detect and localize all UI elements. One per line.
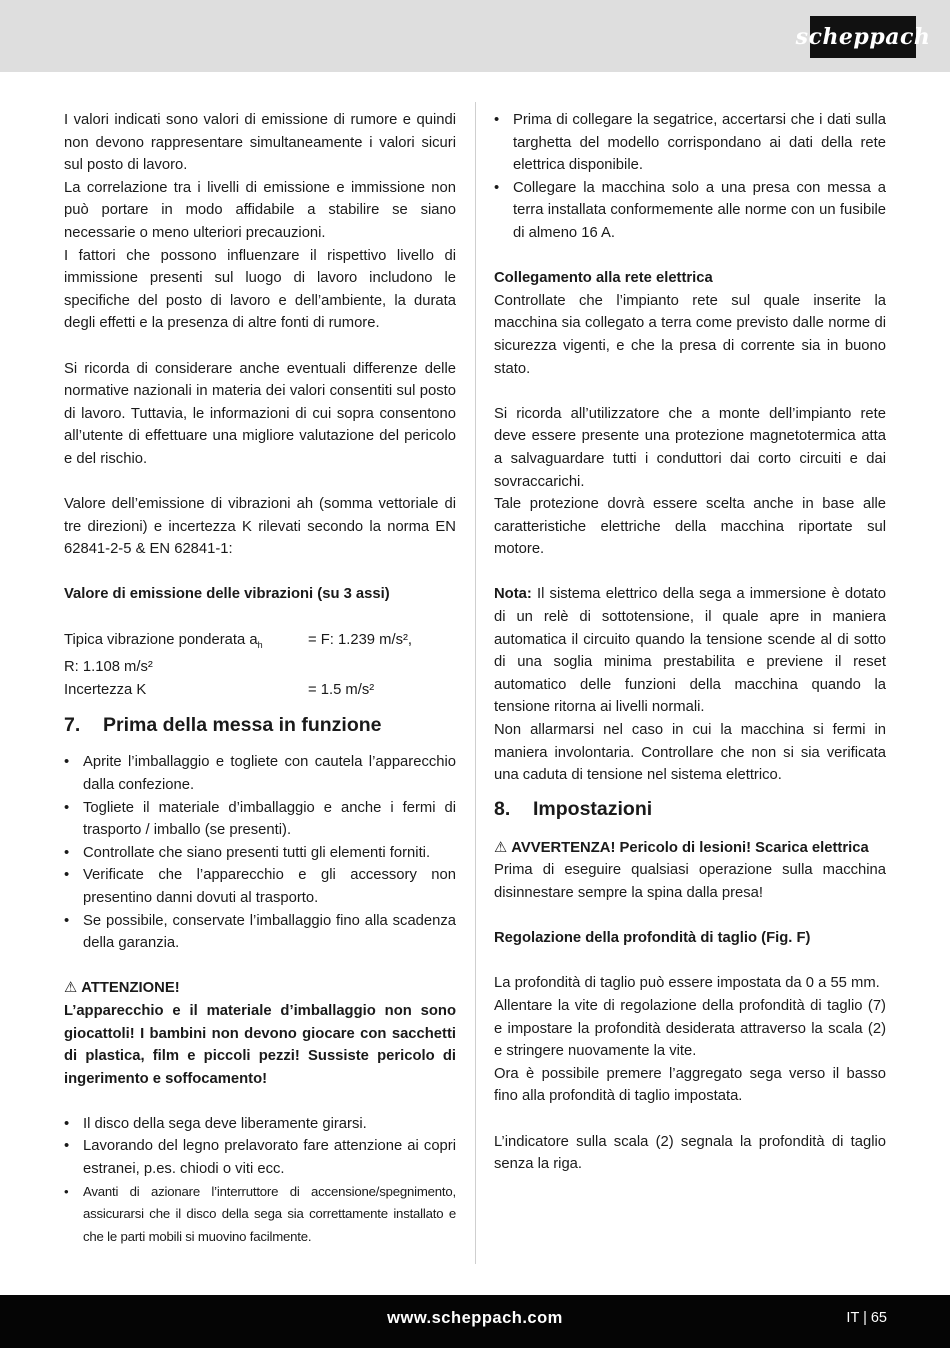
paragraph: Valore dell’emissione di vibrazioni ah (somma vettoriale di tre direzioni) e incertezza K rilevati secondo la norma EN 62841-2-5 & EN 62841-1: <box>64 496 456 558</box>
list-item: • Collegare la macchina solo a una presa con messa a terra installata conformemente alle norme con un fusibile di almeno 16 A. <box>494 177 886 245</box>
paragraph: Allentare la vite di regolazione della profondità di taglio (7) e impostare la profondità desiderata attraverso la scala (2) e stringere nuovamente la vite. <box>494 997 886 1060</box>
list-item: • Prima di collegare la segatrice, accertarsi che i dati sulla targhetta del modello corrispondano ai dati della rete elettrica disponibile. <box>494 109 886 177</box>
paragraph: Si ricorda di considerare anche eventuali differenze delle normative nazionali in materia dei valori consentiti sul posto di lavoro. Tuttavia, le informazioni di cui sopra consentono all’utente di effettuare una migliore valutazione del pericolo e del rischio. <box>64 360 456 467</box>
attention-text: L’apparecchio e il materiale d’imballaggio non sono giocattoli! I bambini non devono giocare con sacchetti di plastica, film e piccoli pezzi! Sussiste pericolo di ingerimento e soffocamento! <box>64 1002 456 1087</box>
warning-triangle-icon: ⚠ <box>494 839 508 856</box>
note-text: Il sistema elettrico della sega a immersione è dotato di un relè di sottotensione, il quale apre in maniera automatica il circuito quando la tensione scende al di sotto di una soglia minima prestabilita e previene il reset automatico delle funzioni della macchina quando la tensione ritorna ai livelli normali. <box>494 586 886 716</box>
vibration-r-value: R: 1.108 m/s² <box>64 659 153 676</box>
header-bar <box>0 0 950 72</box>
column-divider <box>475 102 476 1264</box>
note-label: Nota: <box>494 586 532 603</box>
vibration-typical-row <box>64 629 456 657</box>
warning-label: AVVERTENZA! Pericolo di lesioni! Scarica elettrica <box>511 839 869 856</box>
paragraph: Tale protezione dovrà essere scelta anche in base alle caratteristiche elettriche della macchina riportate sul motore. <box>494 496 886 558</box>
section-8-heading <box>494 795 886 823</box>
attention-label: ATTENZIONE! <box>81 980 180 997</box>
paragraph: Controllate che l’impianto rete sul quale inserite la macchina sia collegato a terra come previsto dalle norme di sicurezza vigenti, e che la presa di corrente sia in buono stato. <box>494 292 886 377</box>
safety-list <box>64 1113 456 1181</box>
paragraph: La profondità di taglio può essere impostata da 0 a 55 mm. <box>494 975 880 992</box>
list-item: • Lavorando del legno prelavorato fare attenzione ai copri estranei, p.es. chiodi o viti ecc. <box>64 1135 456 1180</box>
section-number: 8. <box>494 797 511 820</box>
section-title: Prima della messa in funzione <box>103 714 382 737</box>
list-item: • Verificate che l’apparecchio e gli accessory non presentino danni dovuti al trasporto. <box>64 864 456 909</box>
paragraph: La correlazione tra i livelli di emissione e immissione non può portare in modo affidabile a stabilire se siano necessarie o meno ulteriori precauzioni. <box>64 179 456 241</box>
section-number: 7. <box>64 714 81 737</box>
page-number: IT | 65 <box>846 1310 887 1326</box>
connection-list <box>494 109 886 245</box>
list-item: • Aprite l’imballaggio e togliete con cautela l’apparecchio dalla confezione. <box>64 751 456 796</box>
uncertainty-label: Incertezza K <box>64 681 147 698</box>
scheppach-logo: scheppach <box>810 16 916 58</box>
note-paragraph <box>494 583 886 719</box>
paragraph: Non allarmarsi nel caso in cui la macchina si fermi in maniera involontaria. Controllare che non si sia verificata una caduta di tensione nel sistema elettrico. <box>494 722 886 784</box>
uncertainty-row <box>64 679 456 702</box>
section-title: Impostazioni <box>533 797 653 820</box>
list-item: • Se possibile, conservate l’imballaggio fino alla scadenza della garanzia. <box>64 910 456 955</box>
uncertainty-value: = 1.5 m/s² <box>308 681 375 698</box>
vibration-subscript: h <box>257 639 263 650</box>
paragraph: Ora è possibile premere l’aggregato sega verso il basso fino alla profondità di taglio impostata. <box>494 1065 886 1105</box>
footer-bar <box>0 1295 950 1348</box>
warning-title <box>494 837 886 860</box>
list-item: • Togliete il materiale d’imballaggio e anche i fermi di trasporto / imballo (se presenti). <box>64 797 456 842</box>
warning-triangle-icon: ⚠ <box>64 980 78 997</box>
connection-heading: Collegamento alla rete elettrica <box>494 270 713 287</box>
paragraph: I valori indicati sono valori di emissione di rumore e quindi non devono rappresentare simultaneamente i valori sicuri sul posto di lavoro. <box>64 112 456 174</box>
paragraph: L’indicatore sulla scala (2) segnala la profondità di taglio senza la riga. <box>494 1133 886 1173</box>
vibration-typical-label: Tipica vibrazione ponderata a <box>64 631 258 648</box>
unpacking-list <box>64 751 456 954</box>
attention-title <box>64 977 456 1000</box>
safety-list-small <box>64 1181 456 1249</box>
list-item: • Il disco della sega deve liberamente girarsi. <box>64 1113 456 1136</box>
paragraph: I fattori che possono influenzare il rispettivo livello di immissione presenti sul luogo di lavoro includono le specifiche del posto di lavoro e dell’ambiente, la durata degli effetti e la presenza di altre fonti di rumore. <box>64 247 456 332</box>
left-column <box>64 109 456 1248</box>
section-7-heading <box>64 711 456 739</box>
vibration-typical-value: = F: 1.239 m/s², <box>308 631 413 648</box>
right-column <box>494 109 886 1176</box>
paragraph: Prima di eseguire qualsiasi operazione sulla macchina disinnestare sempre la spina dalla presa! <box>494 862 886 901</box>
vibration-heading: Valore di emissione delle vibrazioni (su 3 assi) <box>64 586 390 603</box>
website-link[interactable]: www.scheppach.com <box>387 1309 563 1327</box>
paragraph: Si ricorda all’utilizzatore che a monte dell’impianto rete deve essere presente una protezione magnetotermica atta a salvaguardare tutti i conduttori dai corto circuiti e dai sovraccarichi. <box>494 405 886 490</box>
list-item: • Avanti di azionare l’interruttore di accensione/spegnimento, assicurarsi che il disco della sega sia correttamente installato e che le parti mobili si muovino facilmente. <box>64 1181 456 1249</box>
depth-heading: Regolazione della profondità di taglio (Fig. F) <box>494 930 811 947</box>
list-item: • Controllate che siano presenti tutti gli elementi forniti. <box>64 842 456 865</box>
